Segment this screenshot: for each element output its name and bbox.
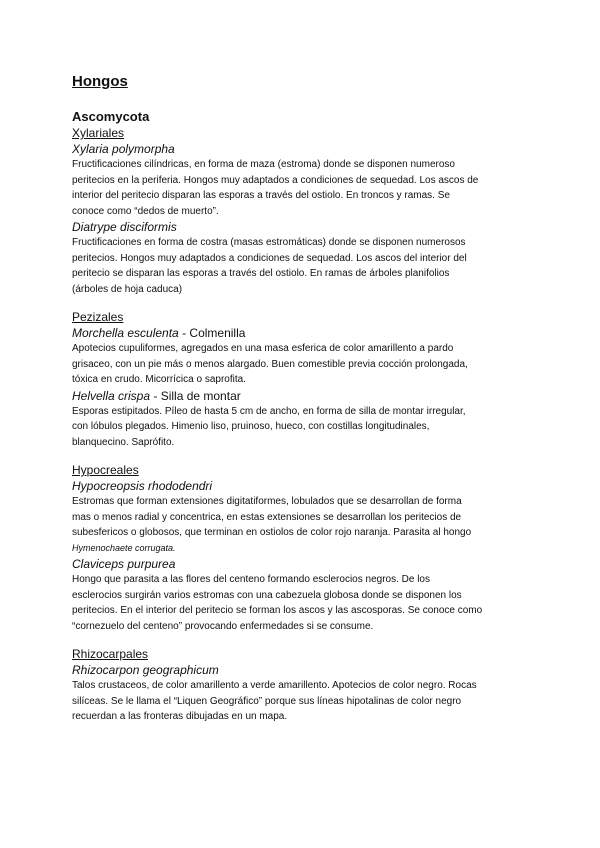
order-heading: Xylariales: [72, 126, 125, 140]
species-name: Claviceps purpurea: [72, 557, 176, 571]
description-line: mas o menos radial y concentrica, en estas extensiones se desarrollan los peritecios de: [72, 511, 462, 523]
description-line: peritecios. Hongos muy adaptados a condiciones de sequedad. Los ascos del interior del: [72, 252, 467, 264]
description-line: peritecio se disparan las esporas a través del ostiolo. En ramas de árboles planifolios: [72, 268, 450, 279]
species-name: Rhizocarpon geographicum: [72, 663, 219, 677]
species-heading: [72, 388, 540, 404]
description-line: “cornezuelo del centeno” provocando enfermedades si se consume.: [72, 620, 374, 632]
order-section: [72, 309, 540, 450]
species-name: Helvella crispa: [72, 388, 151, 403]
description-line: silíceas. Se le llama el “Liquen Geográfico” porque sus líneas hipotalinas de color negro: [72, 695, 462, 707]
description-line: interior del peritecio disparan las esporas a través del ostiolo. En troncos y ramas. Se: [72, 190, 450, 201]
order-section: [72, 125, 540, 297]
species-heading: [72, 325, 540, 341]
description-line: esclerocios surgirán varios estromas con una cabezuela globosa donde se disponen los: [72, 589, 462, 601]
description-line: peritecios en la periferia. Hongos muy adaptados a condiciones de sequedad. Los ascos de: [72, 174, 479, 186]
species-description: [72, 678, 540, 725]
document-body: [72, 125, 540, 725]
species-description: [72, 572, 540, 634]
species-heading: [72, 478, 540, 494]
description-line: conoce como “dedos de muerto”.: [72, 205, 219, 217]
common-name: - Colmenilla: [178, 326, 246, 340]
species-name: Morchella esculenta: [72, 326, 179, 340]
description-line: con lóbulos plegados. Himenio liso, pruinoso, hueco, con costillas longitudinales,: [72, 421, 430, 432]
phylum-heading: Ascomycota: [72, 109, 150, 124]
common-name: - Silla de montar: [150, 388, 241, 403]
description-line: subesfericos o globosos, que terminan en ostiolos de color rojo naranja. Parasita al hongo: [72, 527, 472, 538]
page-title: Hongos: [72, 73, 128, 90]
species-description: [72, 157, 540, 219]
species-description: [72, 494, 540, 556]
description-line: Talos crustaceos, de color amarillento a verde amarillento. Apotecios de color negro. Rocas: [72, 680, 477, 691]
species-heading: [72, 662, 540, 678]
description-line: recuerdan a las fronteras dibujadas en un mapa.: [72, 711, 288, 722]
species-name: Diatrype disciformis: [72, 220, 177, 234]
description-line: Hongo que parasita a las flores del centeno formando esclerocios negros. De los: [72, 574, 430, 585]
species-name: Hypocreopsis rhododendri: [72, 479, 213, 493]
species-heading: [72, 141, 540, 157]
species-description: [72, 341, 540, 388]
description-line: blanquecino. Saprófito.: [72, 436, 175, 448]
species-description: [72, 235, 540, 297]
description-line: grisaceo, con un pie más o menos alargado. Buen comestible previa cocción prolongada,: [72, 358, 468, 370]
species-name: Xylaria polymorpha: [72, 142, 175, 156]
species-heading: [72, 219, 540, 235]
description-line: Fructificaciones cilíndricas, en forma de maza (estroma) donde se disponen numeroso: [72, 159, 455, 170]
description-line: peritecios. En el interior del peritecio se forman los ascos y las ascosporas. Se conoce como: [72, 605, 483, 616]
order-heading: Hypocreales: [72, 463, 139, 477]
order-section: [72, 462, 540, 634]
host-species-name: Hymenochaete corrugata.: [72, 542, 176, 553]
description-line: Estromas que forman extensiones digitatiformes, lobulados que se desarrollan de forma: [72, 496, 462, 507]
description-line: tóxica en crudo. Micorrícica o saprofita.: [72, 374, 246, 385]
description-line: Esporas estipitados. Píleo de hasta 5 cm de ancho, en forma de silla de montar irregular,: [72, 405, 466, 417]
description-line: (árboles de hoja caduca): [72, 283, 183, 295]
order-heading: Rhizocarpales: [72, 647, 149, 661]
description-line: Fructificaciones en forma de costra (masas estromáticas) donde se disponen numerosos: [72, 237, 466, 248]
species-heading: [72, 556, 540, 572]
order-heading: Pezizales: [72, 310, 124, 324]
order-section: [72, 646, 540, 725]
species-description: [72, 404, 540, 451]
description-line: Apotecios cupuliformes, agregados en una masa esferica de color amarillento a pardo: [72, 343, 454, 354]
